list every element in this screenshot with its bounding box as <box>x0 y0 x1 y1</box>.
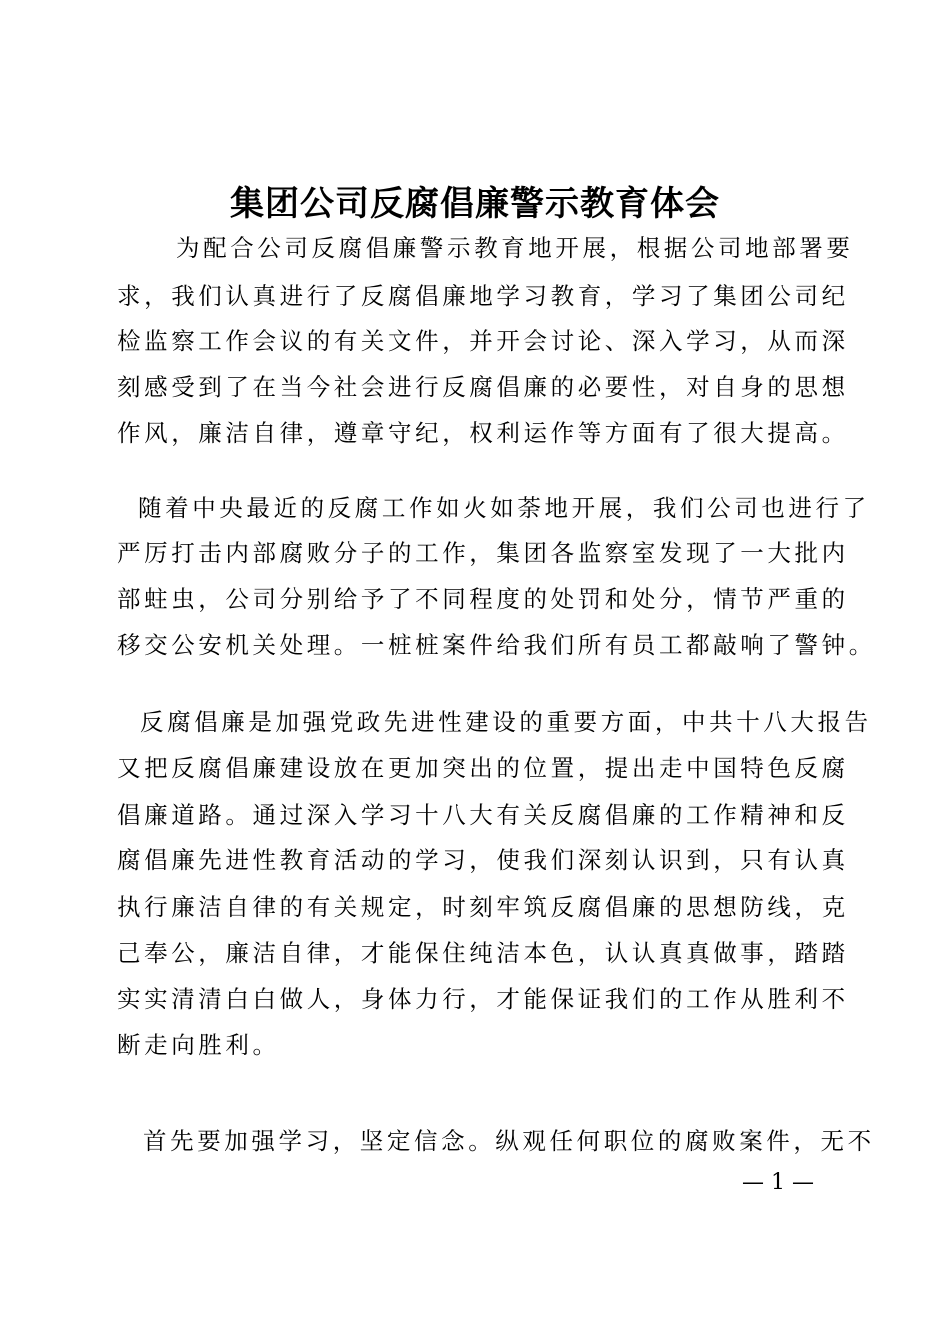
text-line: 首先要加强学习，坚定信念。纵观任何职位的腐败案件，无不 <box>143 1127 875 1155</box>
text-line: 部蛀虫，公司分别给予了不同程度的处罚和处分，情节严重的 <box>117 585 849 613</box>
text-line: 又把反腐倡廉建设放在更加突出的位置，提出走中国特色反腐 <box>117 754 849 782</box>
text-line: 求，我们认真进行了反腐倡廉地学习教育，学习了集团公司纪 <box>117 282 849 310</box>
text-line: 反腐倡廉是加强党政先进性建设的重要方面，中共十八大报告 <box>140 708 872 736</box>
document-title: 集团公司反腐倡廉警示教育体会 <box>230 184 720 224</box>
text-line: 移交公安机关处理。一桩桩案件给我们所有员工都敲响了警钟。 <box>117 631 876 659</box>
page-number: — 1 — <box>742 1170 814 1195</box>
text-line: 执行廉洁自律的有关规定，时刻牢筑反腐倡廉的思想防线，克 <box>117 893 849 921</box>
text-line: 随着中央最近的反腐工作如火如荼地开展，我们公司也进行了 <box>138 494 870 522</box>
text-line: 腐倡廉先进性教育活动的学习，使我们深刻认识到，只有认真 <box>117 846 849 874</box>
text-line: 严厉打击内部腐败分子的工作，集团各监察室发现了一大批内 <box>117 539 849 567</box>
text-line: 断走向胜利。 <box>117 1031 280 1059</box>
text-line: 作风，廉洁自律，遵章守纪，权利运作等方面有了很大提高。 <box>117 419 849 447</box>
text-line: 刻感受到了在当今社会进行反腐倡廉的必要性，对自身的思想 <box>117 373 849 401</box>
text-line: 为配合公司反腐倡廉警示教育地开展，根据公司地部署要 <box>176 234 854 262</box>
text-line: 倡廉道路。通过深入学习十八大有关反腐倡廉的工作精神和反 <box>117 801 849 829</box>
text-line: 己奉公，廉洁自律，才能保住纯洁本色，认认真真做事，踏踏 <box>117 939 849 967</box>
text-line: 实实清清白白做人，身体力行，才能保证我们的工作从胜利不 <box>117 985 849 1013</box>
text-line: 检监察工作会议的有关文件，并开会讨论、深入学习，从而深 <box>117 327 849 355</box>
